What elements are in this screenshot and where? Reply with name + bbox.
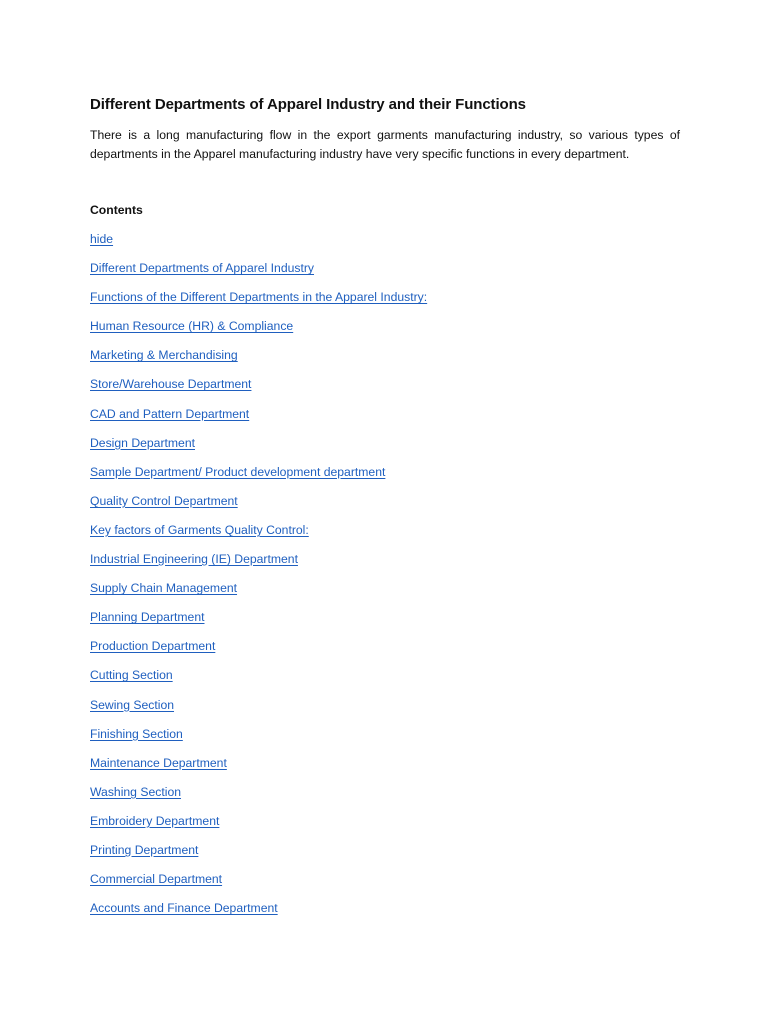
contents-heading: Contents bbox=[90, 203, 143, 217]
toc-item bbox=[90, 719, 680, 748]
toc-list bbox=[90, 224, 680, 922]
toc-item bbox=[90, 515, 680, 544]
toc-item bbox=[90, 806, 680, 835]
toc-item bbox=[90, 282, 680, 311]
toc-link-printing[interactable]: Printing Department bbox=[90, 842, 199, 857]
intro-paragraph: There is a long manufacturing flow in the export garments manufacturing industry, so various types of departments in the Apparel manufacturing industry have very specific functions in every department. bbox=[90, 128, 680, 161]
toc-link-supply-chain[interactable]: Supply Chain Management bbox=[90, 581, 238, 596]
toc-link-cutting[interactable]: Cutting Section bbox=[90, 668, 173, 683]
toc-item bbox=[90, 428, 680, 457]
toc-link-embroidery[interactable]: Embroidery Department bbox=[90, 813, 220, 828]
toc-link-finishing[interactable]: Finishing Section bbox=[90, 726, 183, 741]
toc-item bbox=[90, 486, 680, 515]
toc-link-different-departments[interactable]: Different Departments of Apparel Industry bbox=[90, 261, 315, 276]
toc-item bbox=[90, 399, 680, 428]
toc-item bbox=[90, 690, 680, 719]
toc-item bbox=[90, 457, 680, 486]
toc-item bbox=[90, 660, 680, 689]
toc-link-quality-control[interactable]: Quality Control Department bbox=[90, 493, 238, 508]
toc-item bbox=[90, 253, 680, 282]
toc-link-sewing[interactable]: Sewing Section bbox=[90, 697, 175, 712]
toc-item bbox=[90, 602, 680, 631]
toc-item bbox=[90, 544, 680, 573]
toc-link-functions[interactable]: Functions of the Different Departments in the Apparel Industry: bbox=[90, 290, 428, 305]
toc-link-production[interactable]: Production Department bbox=[90, 639, 216, 654]
toc-link-hide[interactable]: hide bbox=[90, 232, 114, 246]
toc-item bbox=[90, 224, 680, 253]
toc-link-planning[interactable]: Planning Department bbox=[90, 610, 205, 625]
document-page bbox=[90, 94, 680, 922]
page-title: Different Departments of Apparel Industry and their Functions bbox=[90, 96, 526, 113]
toc-item bbox=[90, 864, 680, 893]
toc-item bbox=[90, 835, 680, 864]
toc-link-store-warehouse[interactable]: Store/Warehouse Department bbox=[90, 377, 252, 392]
toc-link-industrial-engineering[interactable]: Industrial Engineering (IE) Department bbox=[90, 552, 298, 567]
toc-link-human-resource[interactable]: Human Resource (HR) & Compliance bbox=[90, 319, 294, 334]
toc-item bbox=[90, 777, 680, 806]
toc-link-commercial[interactable]: Commercial Department bbox=[90, 872, 223, 887]
toc-item bbox=[90, 893, 680, 922]
toc-link-marketing[interactable]: Marketing & Merchandising bbox=[90, 348, 238, 363]
toc-link-sample[interactable]: Sample Department/ Product development department bbox=[90, 464, 386, 479]
toc-item bbox=[90, 369, 680, 398]
toc-item bbox=[90, 573, 680, 602]
toc-link-design[interactable]: Design Department bbox=[90, 435, 195, 450]
toc-link-key-factors[interactable]: Key factors of Garments Quality Control: bbox=[90, 522, 309, 537]
toc-item bbox=[90, 631, 680, 660]
toc-item bbox=[90, 748, 680, 777]
toc-link-maintenance[interactable]: Maintenance Department bbox=[90, 755, 227, 770]
toc-item bbox=[90, 340, 680, 369]
table-of-contents bbox=[90, 224, 680, 922]
toc-link-cad-pattern[interactable]: CAD and Pattern Department bbox=[90, 406, 250, 421]
toc-item bbox=[90, 311, 680, 340]
toc-link-accounts-finance[interactable]: Accounts and Finance Department bbox=[90, 901, 278, 916]
toc-link-washing[interactable]: Washing Section bbox=[90, 784, 182, 799]
